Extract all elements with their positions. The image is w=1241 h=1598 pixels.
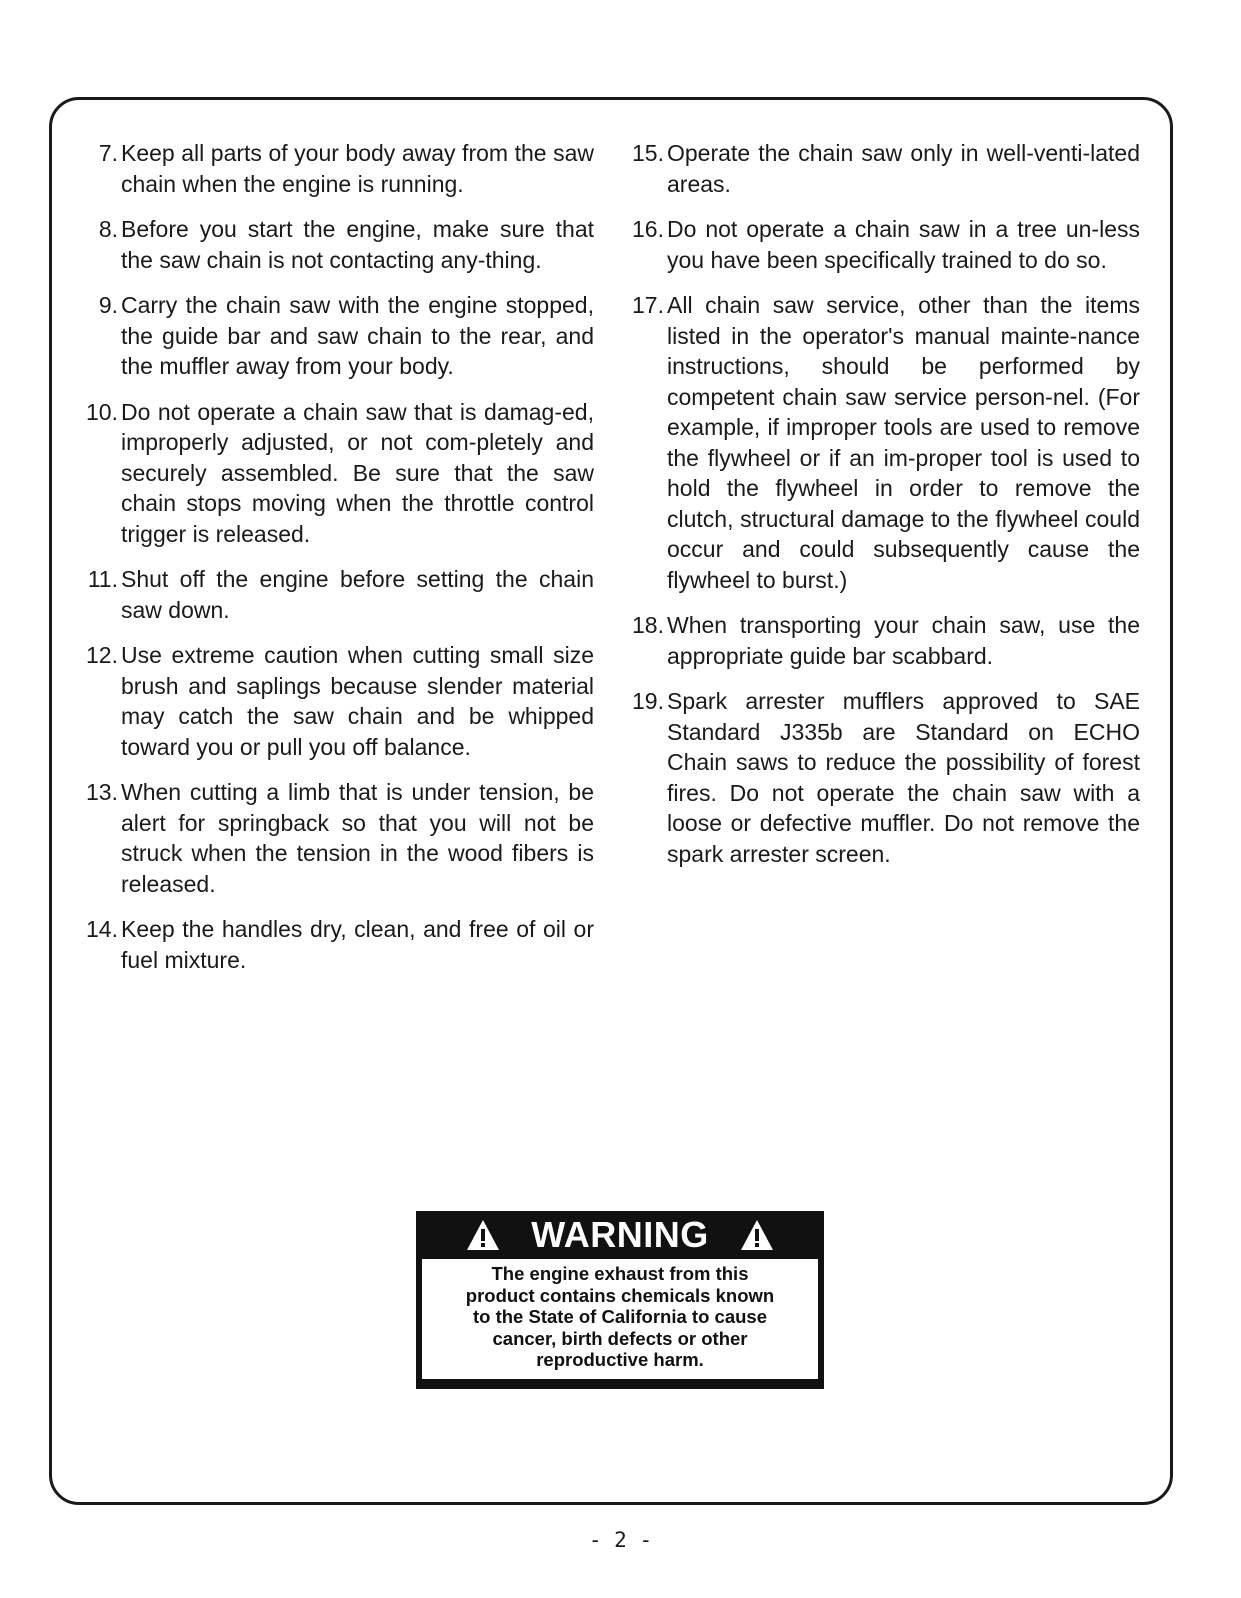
list-item — [74, 564, 594, 625]
warning-line: product contains chemicals known — [465, 1284, 775, 1306]
item-text: Use extreme caution when cutting small size brush and saplings because slender material may catch the saw chain and be whipped toward you or pull you off balance. — [121, 642, 594, 760]
item-text: When transporting your chain saw, use the appropriate guide bar scabbard. — [667, 612, 1140, 669]
item-number: 10. — [86, 398, 118, 425]
item-text: Keep the handles dry, clean, and free of oil or fuel mixture. — [121, 916, 594, 973]
page-number: - 2 - — [588, 1528, 653, 1552]
item-number: 7. — [98, 140, 118, 166]
item-text: Do not operate a chain saw in a tree un-less you have been specifically trained to do so. — [667, 216, 1140, 273]
item-text: All chain saw service, other than the items listed in the operator's manual mainte-nance instructions, should be performed by competent chain saw service person-nel. (For example, if improper tools are used to remove the flywheel or if an im-proper tool is used to hold the flywheel in order to remove the clutch, structural damage to the flywheel could occur and could subsequently cause the flywheel to burst.) — [667, 292, 1140, 593]
item-text: Do not operate a chain saw that is damag-ed, improperly adjusted, or not com-pletely and securely assembled. Be sure that the saw chain stops moving when the throttle control trigger is released. — [121, 398, 594, 547]
list-item — [74, 777, 594, 899]
warning-body — [422, 1259, 818, 1379]
list-item — [620, 686, 1140, 869]
item-number: 19. — [632, 688, 664, 714]
item-text: Operate the chain saw only in well-venti-lated areas. — [667, 140, 1140, 197]
warning-triangle-icon — [739, 1218, 775, 1252]
item-text: Before you start the engine, make sure that the saw chain is not contacting any-thing. — [121, 216, 594, 273]
item-number: 12. — [86, 642, 118, 668]
warning-line: to the State of California to cause — [473, 1306, 767, 1328]
list-item — [74, 397, 594, 550]
item-text: When cutting a limb that is under tension, be alert for springback so that you will not be struck when the tension in the wood fibers is released. — [121, 779, 594, 897]
list-item — [74, 214, 594, 275]
left-column — [74, 138, 594, 990]
list-item — [620, 138, 1140, 199]
warning-label — [416, 1211, 824, 1389]
item-text: Spark arrester mufflers approved to SAE Standard J335b are Standard on ECHO Chain saws to reduce the possibility of forest fires. Do not operate the chain saw with a loose or defective muffler. Do not remove the spark arrester screen. — [667, 688, 1140, 867]
item-number: 15. — [632, 140, 664, 166]
item-number: 18. — [632, 612, 664, 638]
list-item — [74, 640, 594, 762]
item-number: 8. — [98, 216, 118, 242]
warning-triangle-icon — [465, 1218, 501, 1252]
item-number: 14. — [86, 916, 118, 942]
list-item — [620, 610, 1140, 671]
warning-title: WARNING — [531, 1214, 709, 1255]
right-column — [620, 138, 1140, 884]
warning-line: The engine exhaust from this — [491, 1263, 749, 1284]
warning-line: reproductive harm. — [536, 1349, 704, 1371]
item-text: Shut off the engine before setting the chain saw down. — [121, 566, 594, 623]
item-text: Keep all parts of your body away from the saw chain when the engine is running. — [121, 140, 594, 197]
warning-header — [422, 1211, 818, 1259]
list-item — [74, 290, 594, 382]
item-number: 11. — [87, 566, 118, 592]
item-number: 13. — [86, 779, 118, 805]
item-text: Carry the chain saw with the engine stopped, the guide bar and saw chain to the rear, and the muffler away from your body. — [121, 292, 594, 379]
item-number: 9. — [98, 292, 118, 318]
item-number: 17. — [632, 292, 664, 318]
warning-line: cancer, birth defects or other — [492, 1327, 748, 1349]
list-item — [620, 290, 1140, 595]
list-item — [74, 914, 594, 975]
item-number: 16. — [632, 216, 664, 242]
list-item — [74, 138, 594, 199]
list-item — [620, 214, 1140, 275]
